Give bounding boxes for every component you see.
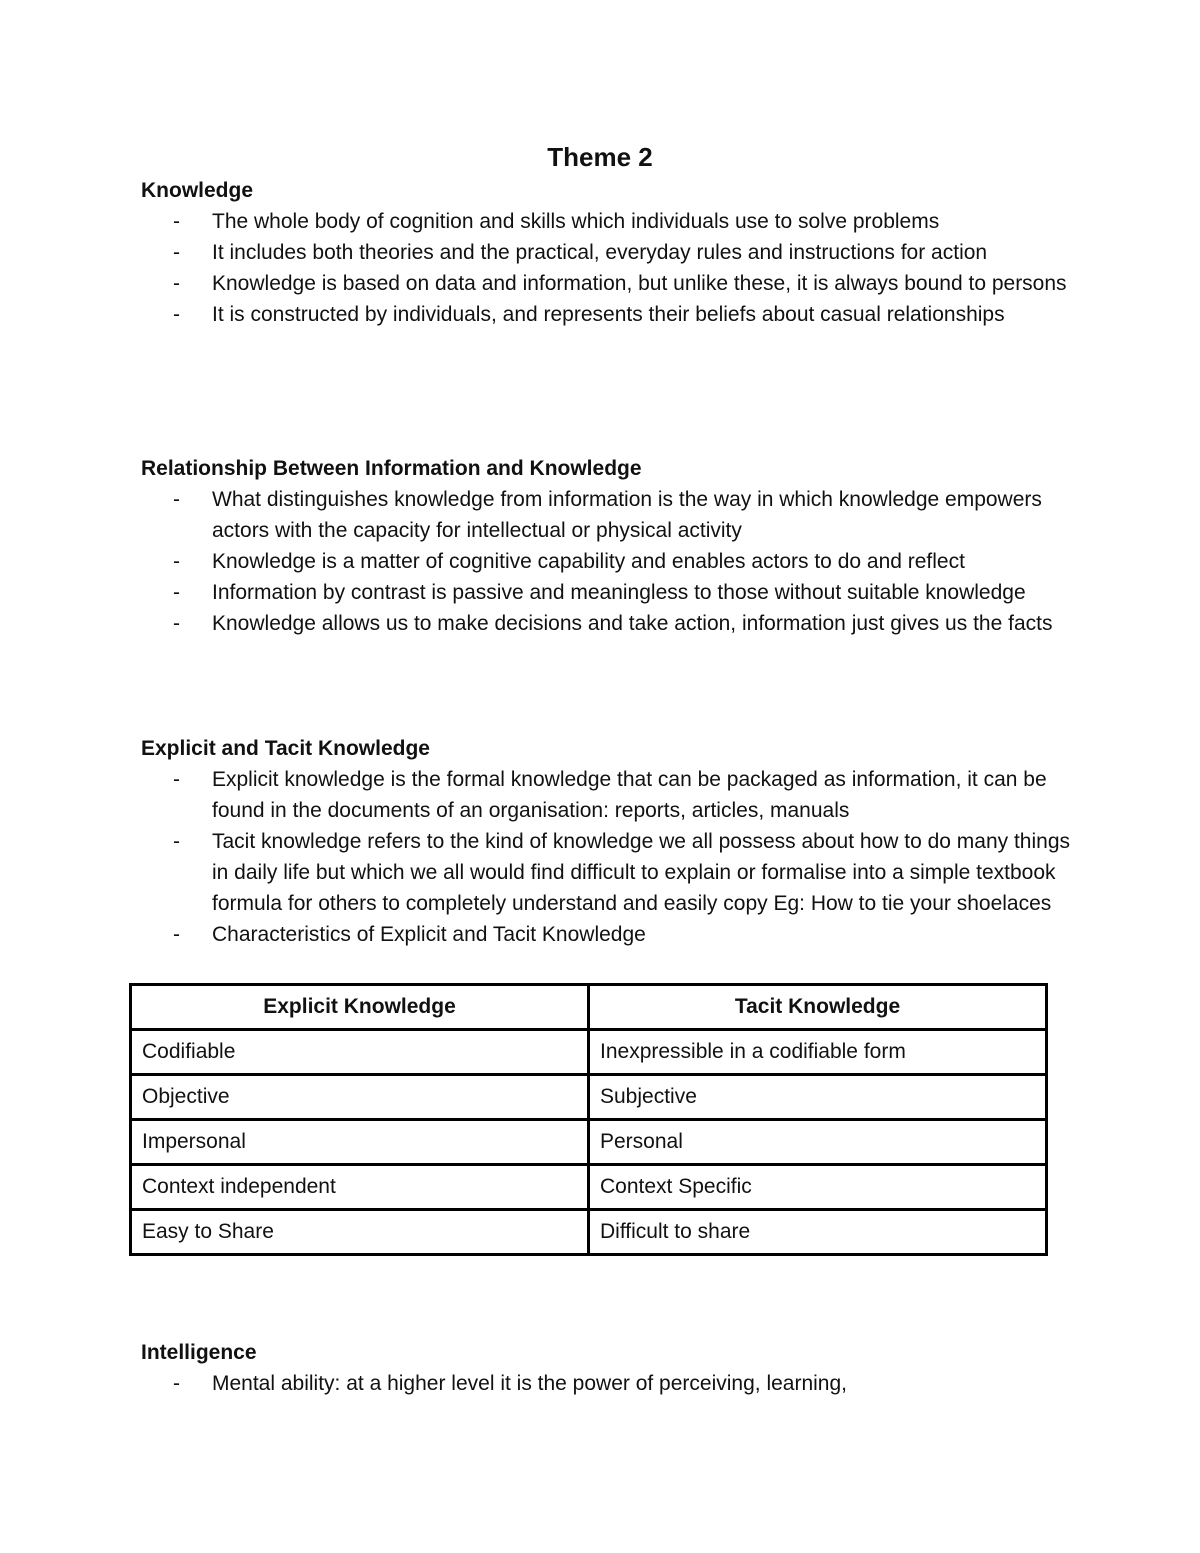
list-item: - What distinguishes knowledge from information is the way in which knowledge empowers actors with the capacity for intellectual or physical activity [141, 484, 1071, 546]
list-item: - Tacit knowledge refers to the kind of knowledge we all possess about how to do many things in daily life but which we all would find difficult to explain or formalise into a simple textbook formula for others to completely understand and easily copy Eg: How to tie your shoelaces [141, 826, 1071, 919]
list-knowledge [141, 206, 1071, 330]
list-intelligence [141, 1368, 1071, 1399]
list-item: - It is constructed by individuals, and represents their beliefs about casual relationships [141, 299, 1071, 330]
page-title: Theme 2 [547, 142, 653, 172]
heading-intelligence: Intelligence [141, 1341, 257, 1364]
list-item: - Knowledge allows us to make decisions and take action, information just gives us the facts [141, 608, 1071, 639]
list-item: - Mental ability: at a higher level it is the power of perceiving, learning, [141, 1368, 1071, 1399]
table-row [131, 1120, 1047, 1165]
table-cell: Objective [131, 1075, 589, 1120]
heading-knowledge: Knowledge [141, 179, 254, 202]
heading-relationship: Relationship Between Information and Knowledge [141, 457, 642, 480]
table-row [131, 1030, 1047, 1075]
list-item: - Characteristics of Explicit and Tacit Knowledge [141, 919, 1071, 950]
bullet-dash: - [173, 241, 180, 264]
table-cell: Easy to Share [131, 1210, 589, 1255]
bullet-dash: - [173, 488, 180, 511]
knowledge-comparison-table [129, 983, 1048, 1256]
bullet-dash: - [173, 768, 180, 791]
list-item: - Knowledge is based on data and information, but unlike these, it is always bound to persons [141, 268, 1071, 299]
table-row [131, 1075, 1047, 1120]
bullet-dash: - [173, 210, 180, 233]
bullet-dash: - [173, 1372, 180, 1395]
bullet-dash: - [173, 612, 180, 635]
table-cell: Context independent [131, 1165, 589, 1210]
list-relationship [141, 484, 1071, 639]
bullet-dash: - [173, 923, 180, 946]
table-cell: Codifiable [131, 1030, 589, 1075]
table-cell: Difficult to share [589, 1210, 1047, 1255]
list-item: - Knowledge is a matter of cognitive capability and enables actors to do and reflect [141, 546, 1071, 577]
table-cell: Personal [589, 1120, 1047, 1165]
table-cell: Impersonal [131, 1120, 589, 1165]
table-header-explicit: Explicit Knowledge [131, 985, 589, 1030]
table-cell: Subjective [589, 1075, 1047, 1120]
table-row [131, 1165, 1047, 1210]
table-row [131, 1210, 1047, 1255]
heading-explicit-tacit: Explicit and Tacit Knowledge [141, 737, 430, 760]
table-cell: Context Specific [589, 1165, 1047, 1210]
table-header-row [131, 985, 1047, 1030]
list-item: - It includes both theories and the practical, everyday rules and instructions for action [141, 237, 1071, 268]
bullet-dash: - [173, 303, 180, 326]
table-header-tacit: Tacit Knowledge [589, 985, 1047, 1030]
list-item: - The whole body of cognition and skills which individuals use to solve problems [141, 206, 1071, 237]
bullet-dash: - [173, 830, 180, 853]
table-cell: Inexpressible in a codifiable form [589, 1030, 1047, 1075]
list-explicit-tacit [141, 764, 1071, 950]
list-item: - Explicit knowledge is the formal knowledge that can be packaged as information, it can be found in the documents of an organisation: reports, articles, manuals [141, 764, 1071, 826]
bullet-dash: - [173, 581, 180, 604]
bullet-dash: - [173, 272, 180, 295]
bullet-dash: - [173, 550, 180, 573]
list-item: - Information by contrast is passive and meaningless to those without suitable knowledge [141, 577, 1071, 608]
